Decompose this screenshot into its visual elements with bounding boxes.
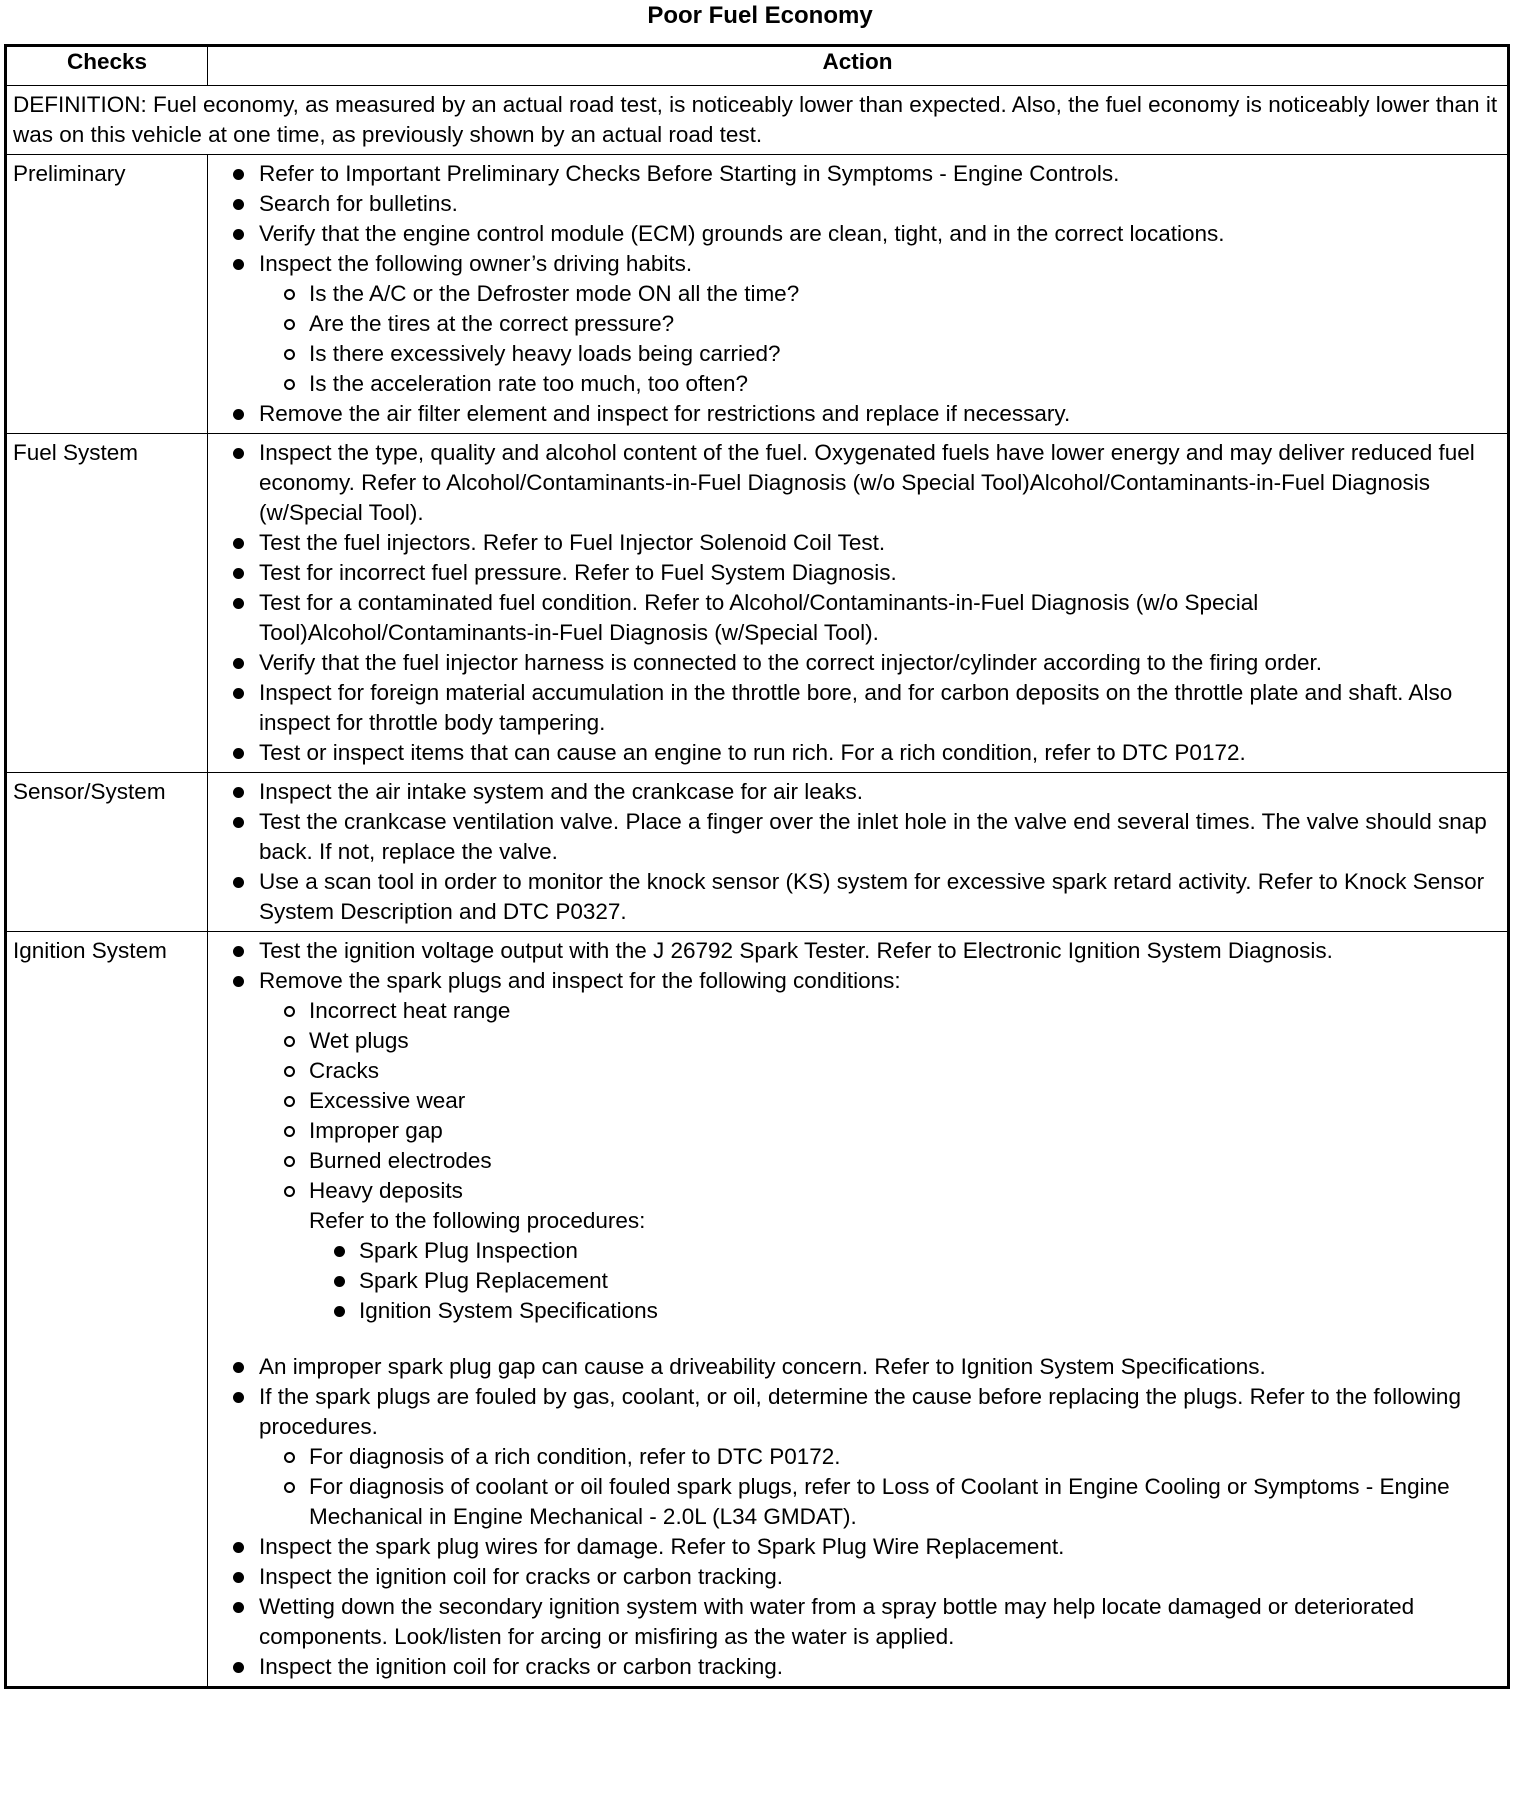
list-item: Wetting down the secondary ignition system with water from a spray bottle may help locate damaged or deteriorated components. Look/listen for arcing or misfiring as the water is applied. xyxy=(208,1592,1501,1652)
header-row xyxy=(6,46,1509,86)
list-item: Test for incorrect fuel pressure. Refer to Fuel System Diagnosis. xyxy=(208,558,1501,588)
list-item: Test the crankcase ventilation valve. Place a finger over the inlet hole in the valve end several times. The valve should snap back. If not, replace the valve. xyxy=(208,807,1501,867)
list-item: Inspect the air intake system and the crankcase for air leaks. xyxy=(208,777,1501,807)
check-label: Fuel System xyxy=(6,434,208,773)
check-label: Ignition System xyxy=(6,932,208,1688)
sub-list-item: Wet plugs xyxy=(208,1026,1501,1056)
list-item: An improper spark plug gap can cause a driveability concern. Refer to Ignition System Specifications. xyxy=(208,1352,1501,1382)
procedure-item: Ignition System Specifications xyxy=(208,1296,1501,1326)
action-list xyxy=(208,936,1501,1682)
list-item-text: If the spark plugs are fouled by gas, coolant, or oil, determine the cause before replacing the plugs. Refer to the following procedures. xyxy=(259,1384,1461,1439)
sub-list-item: Improper gap xyxy=(208,1116,1501,1146)
list-item: Verify that the engine control module (ECM) grounds are clean, tight, and in the correct locations. xyxy=(208,219,1501,249)
list-item: Inspect for foreign material accumulation in the throttle bore, and for carbon deposits on the throttle plate and shaft. Also inspect for throttle body tampering. xyxy=(208,678,1501,738)
page-title: Poor Fuel Economy xyxy=(647,2,873,29)
list-item: Inspect the ignition coil for cracks or carbon tracking. xyxy=(208,1652,1501,1682)
table-row-fuel-system xyxy=(6,434,1509,773)
list-item xyxy=(208,966,1501,1352)
list-item xyxy=(208,249,1501,399)
check-label: Preliminary xyxy=(6,155,208,434)
list-item: Inspect the ignition coil for cracks or carbon tracking. xyxy=(208,1562,1501,1592)
action-cell xyxy=(208,932,1509,1688)
list-item: Test for a contaminated fuel condition. Refer to Alcohol/Contaminants-in-Fuel Diagnosis (w/o Special Tool)Alcohol/Contaminants-in-Fuel Diagnosis (w/Special Tool). xyxy=(208,588,1501,648)
list-item: Verify that the fuel injector harness is connected to the correct injector/cylinder according to the firing order. xyxy=(208,648,1501,678)
sub-list-item: Burned electrodes xyxy=(208,1146,1501,1176)
procedure-item: Spark Plug Inspection xyxy=(208,1236,1501,1266)
list-item: Inspect the type, quality and alcohol content of the fuel. Oxygenated fuels have lower energy and may deliver reduced fuel economy. Refer to Alcohol/Contaminants-in-Fuel Diagnosis (w/o Special Tool)Alcohol/Contaminants-in-Fuel Diagnosis (w/Special Tool). xyxy=(208,438,1501,528)
sub-list-item: Cracks xyxy=(208,1056,1501,1086)
table-row-preliminary xyxy=(6,155,1509,434)
table-row-sensor-system xyxy=(6,773,1509,932)
list-item: Use a scan tool in order to monitor the knock sensor (KS) system for excessive spark retard activity. Refer to Knock Sensor System Description and DTC P0327. xyxy=(208,867,1501,927)
list-item: Test the fuel injectors. Refer to Fuel Injector Solenoid Coil Test. xyxy=(208,528,1501,558)
list-item: Search for bulletins. xyxy=(208,189,1501,219)
list-item-text: Remove the spark plugs and inspect for the following conditions: xyxy=(259,968,901,993)
sub-list-item: Incorrect heat range xyxy=(208,996,1501,1026)
action-header: Action xyxy=(208,46,1509,86)
list-item: Test or inspect items that can cause an engine to run rich. For a rich condition, refer to DTC P0172. xyxy=(208,738,1501,768)
procedure-list xyxy=(259,1236,1501,1326)
checks-header: Checks xyxy=(6,46,208,86)
sub-list-item: Is the acceleration rate too much, too often? xyxy=(208,369,1501,399)
action-cell xyxy=(208,773,1509,932)
table-row-ignition-system xyxy=(6,932,1509,1688)
action-list xyxy=(208,438,1501,768)
spacer xyxy=(259,1326,1501,1352)
action-cell xyxy=(208,155,1509,434)
sub-list-item: Heavy deposits xyxy=(208,1176,1501,1206)
procedures-note: Refer to the following procedures: xyxy=(309,1208,646,1233)
diagnostic-table xyxy=(4,44,1510,1689)
list-item-text: Inspect the following owner’s driving habits. xyxy=(259,251,693,276)
sub-list xyxy=(259,1442,1501,1532)
check-label: Sensor/System xyxy=(6,773,208,932)
definition-row xyxy=(6,86,1509,155)
sub-list-item: For diagnosis of a rich condition, refer to DTC P0172. xyxy=(208,1442,1501,1472)
sub-list-item: Are the tires at the correct pressure? xyxy=(208,309,1501,339)
list-item: Remove the air filter element and inspect for restrictions and replace if necessary. xyxy=(208,399,1501,429)
definition-text: DEFINITION: Fuel economy, as measured by an actual road test, is noticeably lower than expected. Also, the fuel economy is noticeably lower than it was on this vehicle at one time, as previously shown by an actual road test. xyxy=(6,86,1509,155)
sub-list xyxy=(259,279,1501,399)
action-list xyxy=(208,159,1501,429)
procedure-item: Spark Plug Replacement xyxy=(208,1266,1501,1296)
sub-list-item: For diagnosis of coolant or oil fouled spark plugs, refer to Loss of Coolant in Engine Cooling or Symptoms - Engine Mechanical in Engine Mechanical - 2.0L (L34 GMDAT). xyxy=(208,1472,1501,1532)
sub-list-item: Is the A/C or the Defroster mode ON all the time? xyxy=(208,279,1501,309)
list-item: Inspect the spark plug wires for damage. Refer to Spark Plug Wire Replacement. xyxy=(208,1532,1501,1562)
action-cell xyxy=(208,434,1509,773)
action-list xyxy=(208,777,1501,927)
sub-list xyxy=(259,996,1501,1206)
list-item xyxy=(208,1382,1501,1532)
list-item: Refer to Important Preliminary Checks Before Starting in Symptoms - Engine Controls. xyxy=(208,159,1501,189)
list-item: Test the ignition voltage output with the J 26792 Spark Tester. Refer to Electronic Ignition System Diagnosis. xyxy=(208,936,1501,966)
sub-list-item: Excessive wear xyxy=(208,1086,1501,1116)
sub-list-item: Is there excessively heavy loads being carried? xyxy=(208,339,1501,369)
